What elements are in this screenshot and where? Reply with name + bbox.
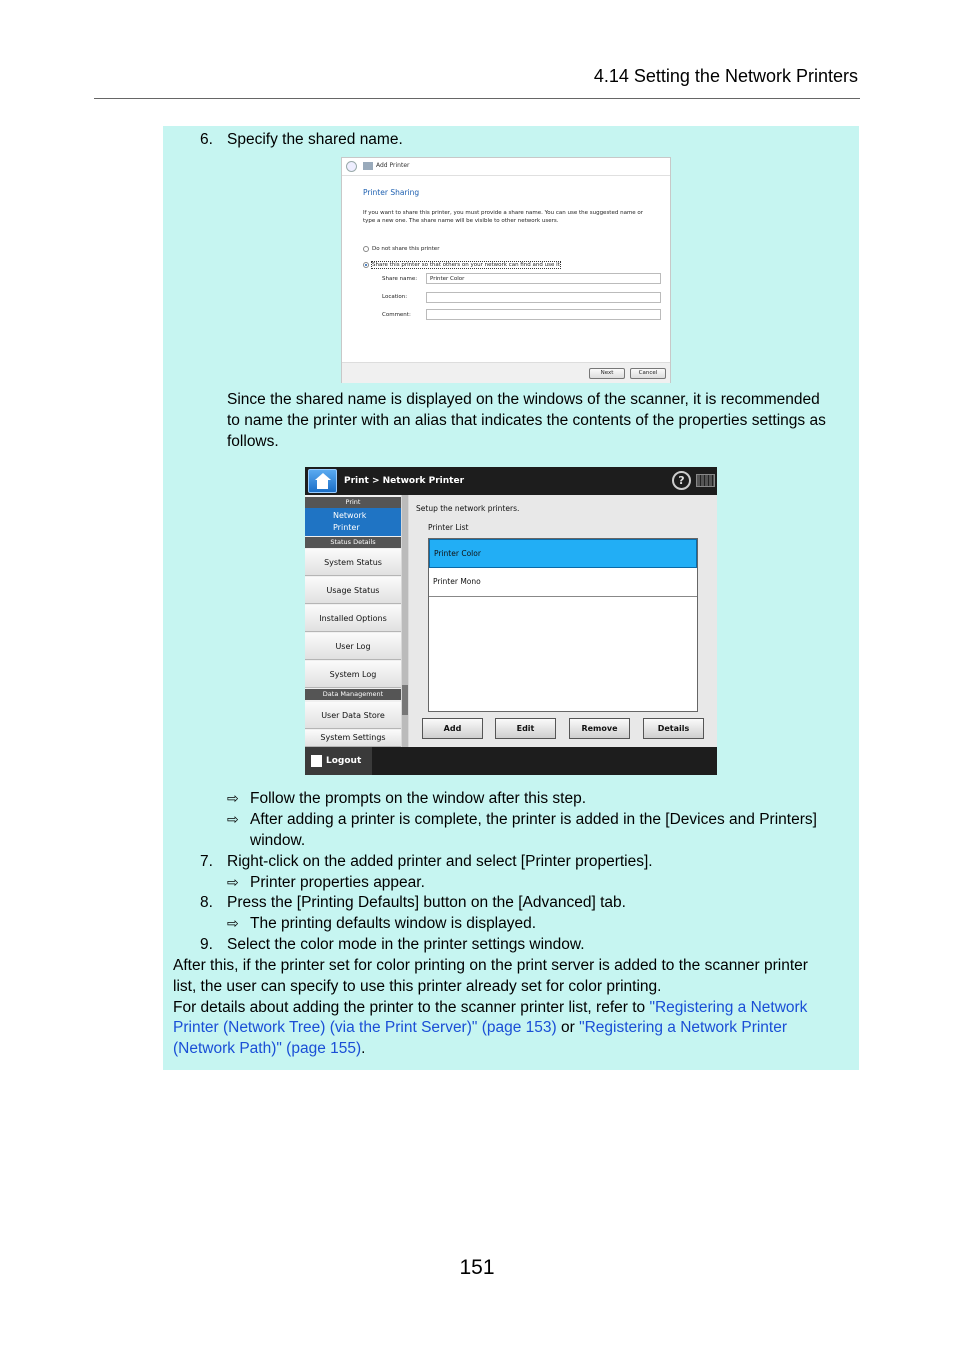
closing-line-5 — [173, 1038, 365, 1059]
sidebar-section-data-management: Data Management — [305, 689, 401, 700]
sidebar-item-system-log[interactable]: System Log — [305, 661, 401, 688]
remove-button[interactable]: Remove — [569, 718, 630, 739]
sidebar-section-print: Print — [305, 497, 401, 508]
comment-label: Comment: — [382, 312, 411, 318]
sidebar-scroll-thumb[interactable] — [402, 685, 408, 715]
step-8-number: 8. — [200, 894, 213, 911]
link-network-path-cont[interactable]: (Network Path)" (page 155) — [173, 1040, 362, 1057]
scanner-title: Print > Network Printer — [344, 476, 465, 486]
closing-line-1: After this, if the printer set for color printing on the print server is added to the scanner printer — [173, 957, 808, 974]
setup-label: Setup the network printers. — [416, 504, 520, 513]
closing-line-4 — [173, 1017, 787, 1038]
shared-para-line-1: Since the shared name is displayed on the windows of the scanner, it is recommended — [227, 391, 820, 408]
no-share-label: Do not share this printer — [372, 246, 440, 252]
location-label: Location: — [382, 294, 408, 300]
add-printer-dialog — [341, 157, 671, 383]
step-9-number: 9. — [200, 936, 213, 953]
scanner-network-printer-screen — [305, 467, 717, 775]
logout-button[interactable]: Logout — [305, 747, 372, 775]
sidebar-item-installed-options[interactable]: Installed Options — [305, 605, 401, 632]
result-properties: Printer properties appear. — [250, 874, 425, 891]
dialog-heading: Printer Sharing — [363, 188, 420, 197]
printer-icon — [363, 162, 373, 170]
header-title: 4.14 Setting the Network Printers — [593, 66, 858, 86]
details-button[interactable]: Details — [643, 718, 704, 739]
step-8-text: Press the [Printing Defaults] button on the [Advanced] tab. — [227, 894, 626, 911]
link-network-path[interactable]: "Registering a Network Printer — [579, 1019, 788, 1036]
dialog-desc-line-1: If you want to share this printer, you must provide a share name. You can use the suggested name or — [363, 210, 644, 216]
step-6-text: Specify the shared name. — [227, 131, 403, 148]
next-button[interactable]: Next — [589, 368, 625, 379]
result-arrow-icon: ⇨ — [227, 790, 239, 806]
dialog-title: Add Printer — [376, 162, 410, 169]
printer-list — [428, 538, 698, 712]
page-number: 151 — [459, 1256, 495, 1279]
sidebar-item-network-label-1: Network — [333, 511, 367, 520]
result-arrow-icon: ⇨ — [227, 811, 239, 827]
step-9-text: Select the color mode in the printer settings window. — [227, 936, 585, 953]
result-arrow-icon: ⇨ — [227, 874, 239, 890]
location-input[interactable] — [426, 292, 661, 303]
cancel-button[interactable]: Cancel — [630, 368, 666, 379]
closing-period: . — [361, 1040, 366, 1057]
share-label: Share this printer so that others on your network can find and use it — [372, 262, 560, 268]
sidebar-item-usage-status[interactable]: Usage Status — [305, 577, 401, 604]
share-name-input[interactable]: Printer Color — [426, 273, 661, 284]
step-7-text: Right-click on the added printer and select [Printer properties]. — [227, 853, 653, 870]
share-radio[interactable] — [363, 262, 369, 268]
header-rule — [94, 98, 860, 99]
home-icon[interactable] — [308, 469, 337, 493]
printer-list-label: Printer List — [428, 523, 469, 532]
back-arrow-icon[interactable] — [346, 161, 357, 172]
sidebar-item-network-label-2: Printer — [333, 523, 360, 532]
closing-line-2: list, the user can specify to use this printer already set for color printing. — [173, 978, 662, 995]
closing-or: or — [556, 1019, 580, 1036]
result-follow: Follow the prompts on the window after this step. — [250, 790, 586, 807]
sidebar-item-user-log[interactable]: User Log — [305, 633, 401, 660]
keyboard-icon[interactable] — [696, 474, 715, 487]
result-defaults: The printing defaults window is displayed. — [250, 915, 537, 932]
result-arrow-icon: ⇨ — [227, 915, 239, 931]
edit-button[interactable]: Edit — [495, 718, 556, 739]
printer-list-row[interactable]: Printer Color — [429, 539, 697, 568]
dialog-titlebar — [342, 158, 670, 176]
share-name-label: Share name: — [382, 276, 418, 282]
dialog-footer — [342, 362, 670, 383]
result-added-line-2: window. — [250, 832, 306, 849]
help-icon[interactable]: ? — [672, 471, 691, 490]
shared-para-line-2: to name the printer with an alias that indicates the contents of the properties settings as — [227, 412, 826, 429]
shared-para-line-3: follows. — [227, 433, 279, 450]
sidebar-item-system-settings[interactable]: System Settings — [305, 730, 401, 747]
comment-input[interactable] — [426, 309, 661, 320]
step-7-number: 7. — [200, 853, 213, 870]
link-network-tree-cont[interactable]: Printer (Network Tree) (via the Print Server)" (page 153) — [173, 1019, 557, 1036]
step-6-number: 6. — [200, 131, 213, 148]
sidebar-item-system-status[interactable]: System Status — [305, 549, 401, 576]
dialog-description — [363, 209, 663, 225]
result-added-line-1: After adding a printer is complete, the printer is added in the [Devices and Printers] — [250, 811, 817, 828]
no-share-radio[interactable] — [363, 246, 369, 252]
dialog-desc-line-2: type a new one. The share name will be visible to other network users. — [363, 218, 559, 224]
closing-refer-text: For details about adding the printer to the scanner printer list, refer to — [173, 999, 650, 1016]
printer-list-row[interactable]: Printer Mono — [429, 568, 697, 597]
sidebar-item-user-data-store[interactable]: User Data Store — [305, 702, 401, 729]
add-button[interactable]: Add — [422, 718, 483, 739]
closing-line-3 — [173, 997, 807, 1018]
link-network-tree[interactable]: "Registering a Network — [649, 999, 808, 1016]
sidebar-section-status: Status Details — [305, 537, 401, 548]
sidebar-item-network-printer[interactable] — [305, 508, 401, 536]
